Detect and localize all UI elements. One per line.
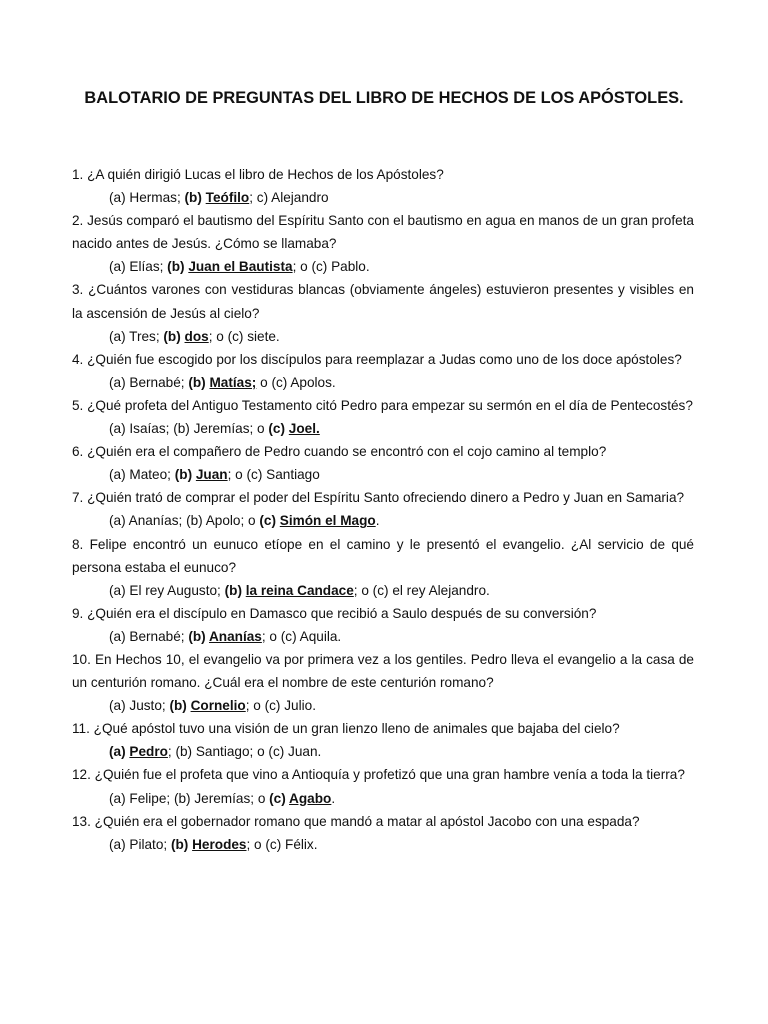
- answer-letter: (c): [259, 513, 280, 529]
- option-text-before: (a) Bernabé;: [109, 628, 189, 644]
- option-text-before: (a) Tres;: [109, 328, 164, 344]
- question-text: 13. ¿Quién era el gobernador romano que mandó a matar al apóstol Jacobo con una espada?: [72, 813, 640, 829]
- correct-answer: Pedro: [129, 744, 168, 760]
- question-item: [72, 717, 694, 763]
- question-item: [72, 348, 694, 394]
- question-item: [72, 440, 694, 486]
- question-text: 1. ¿A quién dirigió Lucas el libro de Hechos de los Apóstoles?: [72, 167, 444, 182]
- answer-letter: (b): [170, 836, 193, 852]
- answer-letter: (b): [188, 374, 210, 390]
- question-text: 12. ¿Quién fue el profeta que vino a Antioquía y profetizó que una gran hambre venía a toda la tierra?: [72, 767, 685, 783]
- question-item: [72, 602, 694, 648]
- question-item: [72, 394, 694, 440]
- option-text-after: .: [331, 790, 336, 806]
- answer-options: [72, 833, 694, 856]
- answer-letter: (b): [169, 698, 191, 714]
- answer-letter: (b): [184, 190, 206, 206]
- question-text: 4. ¿Quién fue escogido por los discípulos para reemplazar a Judas como uno de los doce apóstoles?: [72, 351, 682, 367]
- question-text: 3. ¿Cuántos varones con vestiduras blancas (obviamente ángeles) estuvieron presentes y visibles en la ascensión de Jesús al cielo?: [72, 282, 694, 321]
- correct-answer: Ananías: [208, 628, 262, 644]
- answer-letter: (b): [174, 467, 196, 483]
- option-text-after: ; o (c) Félix.: [246, 836, 318, 852]
- correct-answer: Simón el Mago: [279, 513, 376, 529]
- answer-letter: (b): [224, 582, 246, 598]
- option-text-after: ; o (c) Julio.: [245, 698, 316, 714]
- option-text-before: (a) Mateo;: [109, 467, 175, 483]
- answer-options: [72, 417, 694, 440]
- answer-options: [72, 325, 694, 348]
- document-title: BALOTARIO DE PREGUNTAS DEL LIBRO DE HECHOS DE LOS APÓSTOLES.: [84, 89, 684, 107]
- answer-options: [72, 509, 694, 532]
- answer-options: [72, 740, 694, 763]
- option-text-after: ; o (c) siete.: [208, 328, 280, 344]
- option-text-before: (a) Felipe; (b) Jeremías; o: [109, 790, 270, 806]
- option-text-before: (a) Elías;: [109, 259, 168, 275]
- question-item: [72, 278, 694, 347]
- option-text-before: (a) Bernabé;: [109, 374, 189, 390]
- correct-answer: Matías;: [209, 374, 257, 390]
- answer-options: [72, 371, 694, 394]
- correct-answer: Juan el Bautista: [188, 259, 293, 275]
- question-text: 8. Felipe encontró un eunuco etíope en el camino y le presentó el evangelio. ¿Al servicio de qué persona estaba el eunuco?: [72, 536, 694, 575]
- correct-answer: Joel.: [288, 421, 320, 437]
- answer-options: [72, 694, 694, 717]
- answer-letter: (c): [268, 421, 289, 437]
- option-text-after: ; o (c) Pablo.: [292, 259, 370, 275]
- option-text-after: ; o (c) Santiago: [227, 467, 320, 483]
- question-text: 7. ¿Quién trató de comprar el poder del Espíritu Santo ofreciendo dinero a Pedro y Juan en Samaria?: [72, 490, 685, 506]
- question-text: 6. ¿Quién era el compañero de Pedro cuando se encontró con el cojo camino al templo?: [72, 444, 607, 460]
- correct-answer: la reina Candace: [245, 582, 354, 598]
- option-text-before: (a) Isaías; (b) Jeremías; o: [109, 421, 269, 437]
- option-text-after: ; (b) Santiago; o (c) Juan.: [167, 744, 322, 760]
- answer-options: [72, 186, 694, 209]
- option-text-before: (a) Pilato;: [109, 836, 171, 852]
- answer-letter: (c): [269, 790, 290, 806]
- option-text-after: o (c) Apolos.: [256, 374, 336, 390]
- question-item: [72, 533, 694, 602]
- answer-options: [72, 255, 694, 278]
- correct-answer: Cornelio: [190, 698, 246, 714]
- question-text: 9. ¿Quién era el discípulo en Damasco que recibió a Saulo después de su conversión?: [72, 605, 597, 621]
- question-text: 5. ¿Qué profeta del Antiguo Testamento citó Pedro para empezar su sermón en el día de Pentecostés?: [72, 397, 693, 413]
- answer-options: [72, 463, 694, 486]
- answer-options: [72, 787, 694, 810]
- question-item: [72, 763, 694, 809]
- answer-letter: (a): [109, 744, 130, 760]
- option-text-after: .: [375, 513, 380, 529]
- option-text-after: ; o (c) Aquila.: [261, 628, 342, 644]
- answer-letter: (b): [188, 628, 209, 644]
- correct-answer: Juan: [195, 467, 228, 483]
- question-item: [72, 209, 694, 278]
- question-text: 11. ¿Qué apóstol tuvo una visión de un gran lienzo lleno de animales que bajaba del cielo?: [72, 721, 620, 737]
- correct-answer: Teófilo: [205, 190, 250, 206]
- question-text: 10. En Hechos 10, el evangelio va por primera vez a los gentiles. Pedro lleva el evangelio a la casa de un centurión romano. ¿Cuál era el nombre de este centurión romano?: [72, 651, 694, 691]
- question-item: [72, 810, 694, 856]
- option-text-before: (a) Justo;: [109, 698, 170, 714]
- answer-letter: (b): [163, 328, 185, 344]
- correct-answer: Agabo: [289, 790, 332, 806]
- question-item: [72, 486, 694, 532]
- option-text-before: (a) Hermas;: [109, 190, 185, 206]
- answer-letter: (b): [167, 259, 189, 275]
- option-text-after: ; o (c) el rey Alejandro.: [353, 582, 490, 598]
- correct-answer: dos: [184, 328, 209, 344]
- question-item: [72, 648, 694, 717]
- option-text-before: (a) Ananías; (b) Apolo; o: [109, 513, 260, 529]
- answer-options: [72, 579, 694, 602]
- question-list: [72, 163, 694, 856]
- question-text: 2. Jesús comparó el bautismo del Espíritu Santo con el bautismo en agua en manos de un gran profeta nacido antes de Jesús. ¿Cómo se llamaba?: [72, 213, 694, 252]
- option-text-before: (a) El rey Augusto;: [109, 582, 225, 598]
- question-item: [72, 163, 694, 209]
- correct-answer: Herodes: [192, 836, 247, 852]
- option-text-after: ; c) Alejandro: [249, 190, 329, 206]
- answer-options: [72, 625, 694, 648]
